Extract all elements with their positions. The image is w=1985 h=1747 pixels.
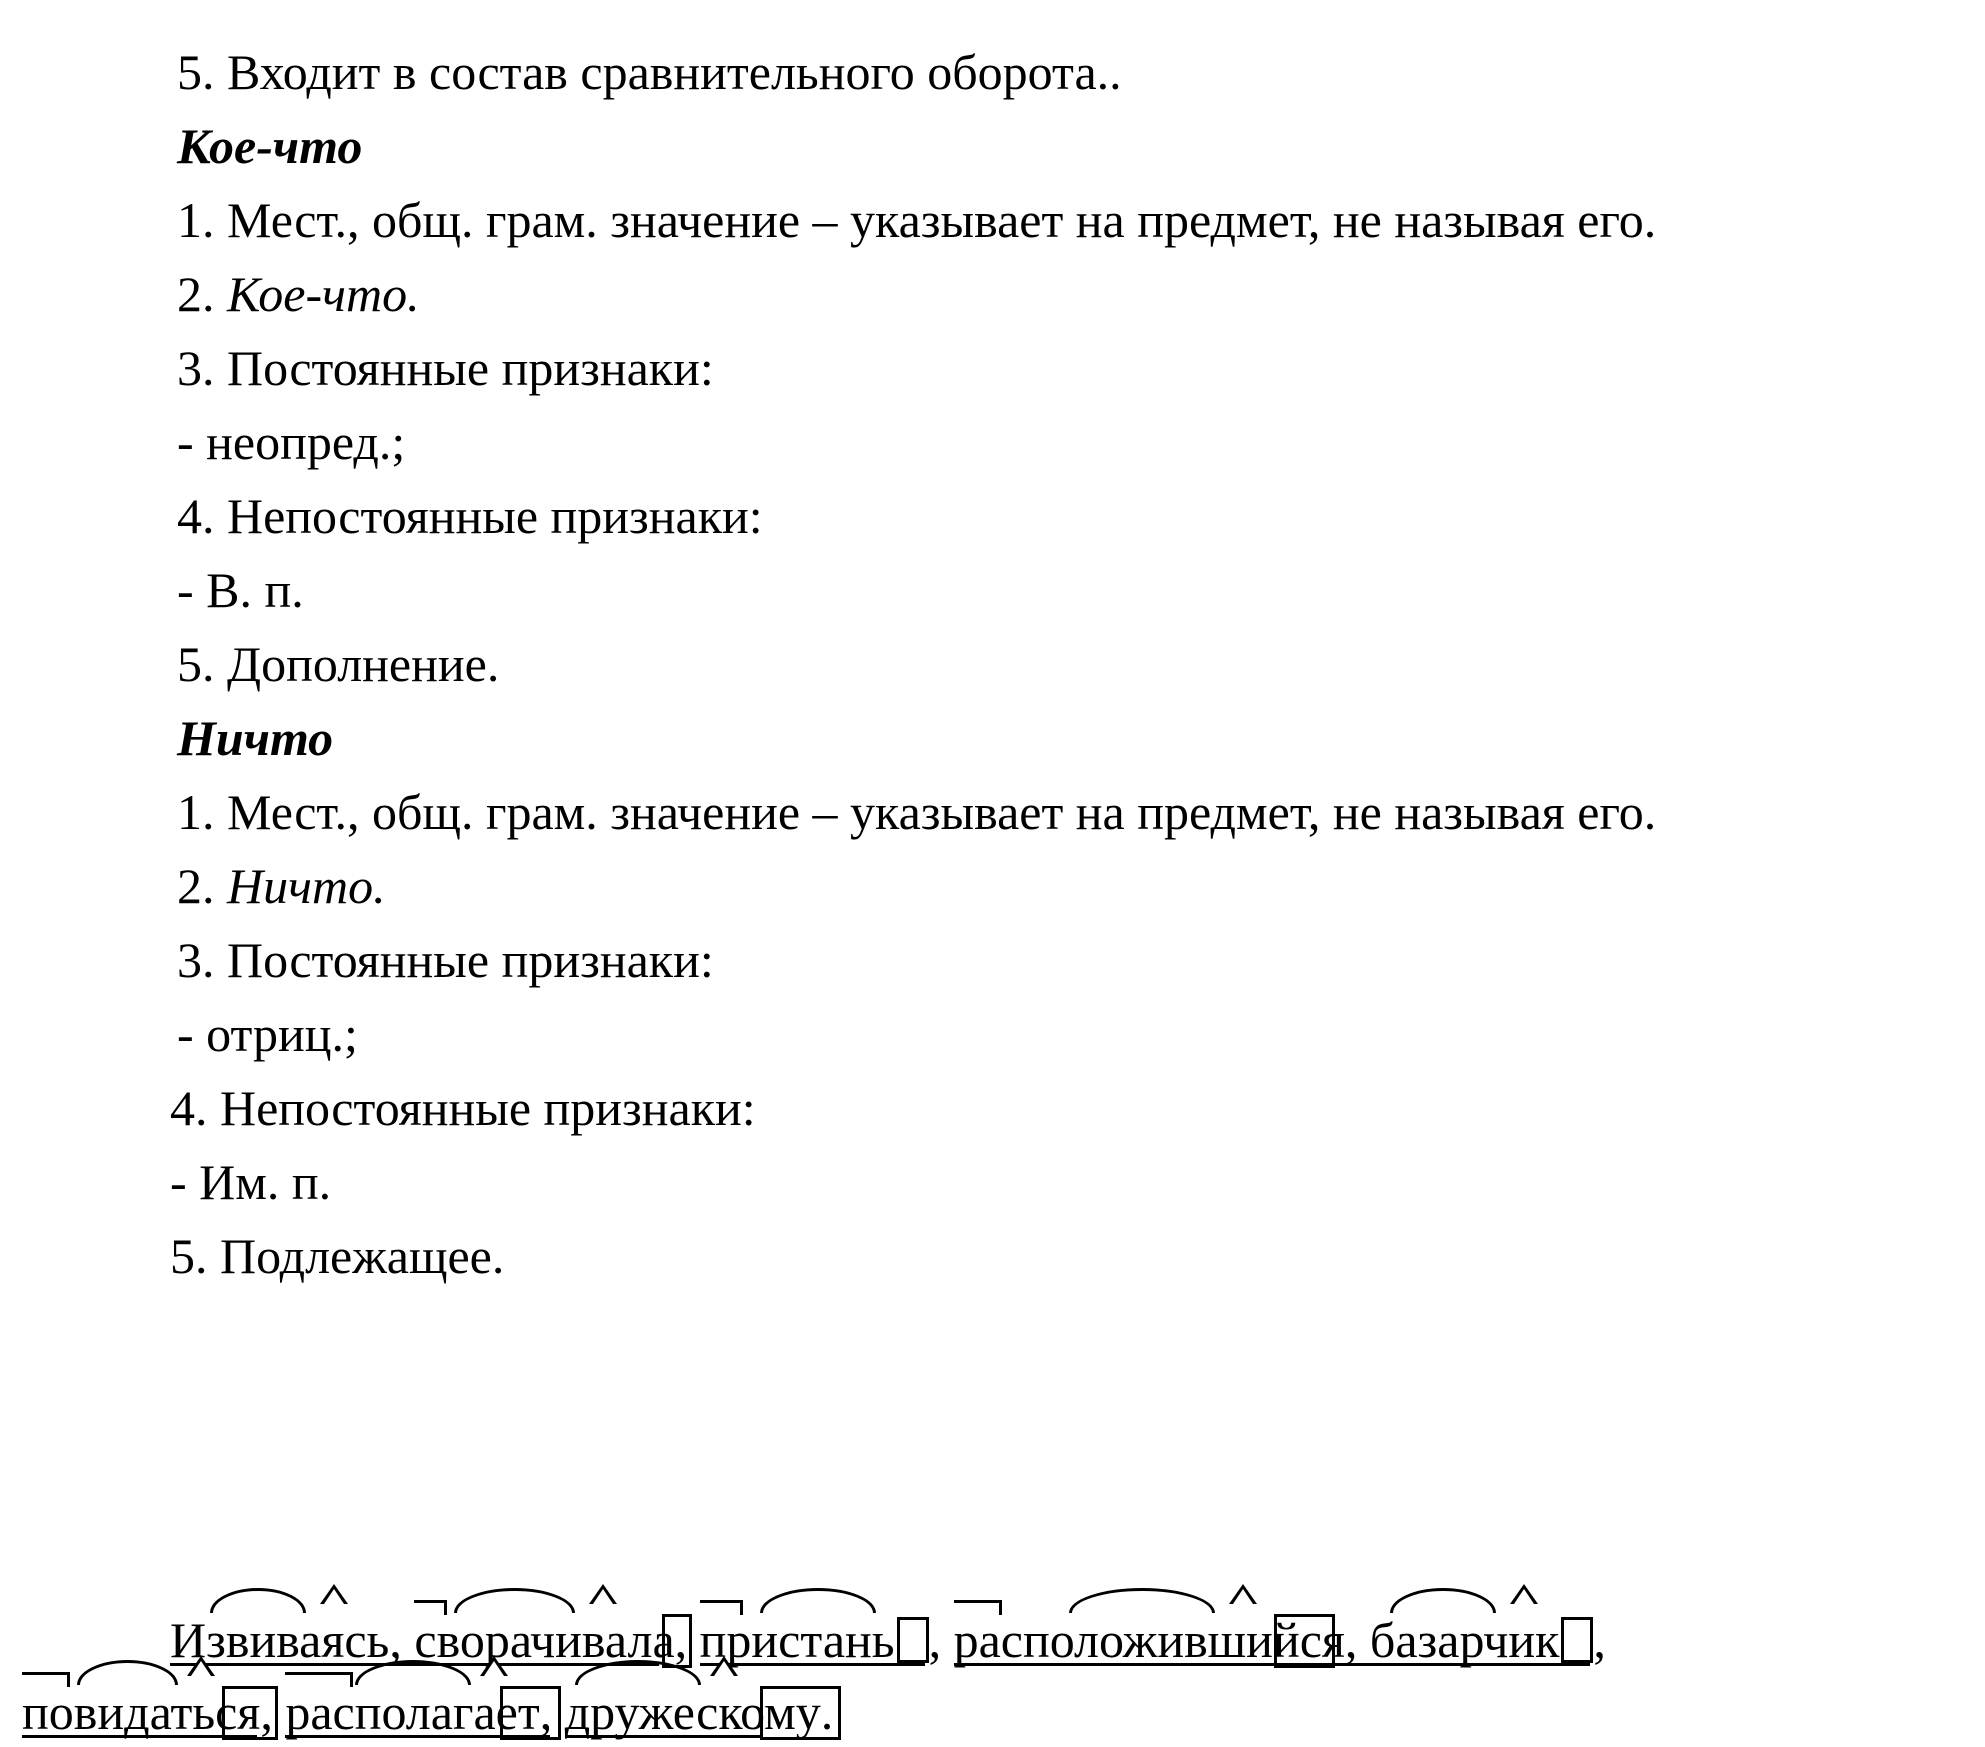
text-line-11: 1. Мест., общ. грам. значение – указывает на предмет, не называя его. [177, 784, 1657, 840]
root-arc-mark [1069, 1588, 1215, 1613]
zero-ending-mark [897, 1617, 929, 1663]
root-arc-mark [210, 1588, 306, 1613]
word-text: базарчик [1369, 1612, 1560, 1668]
ending-mark [500, 1686, 561, 1740]
separator: , [539, 1684, 565, 1740]
text-line-14: - отриц.; [177, 1006, 358, 1062]
text-line-3: 1. Мест., общ. грам. значение – указывает на предмет, не называя его. [177, 192, 1657, 248]
text-line-17: 5. Подлежащее. [170, 1228, 505, 1284]
suffix-mark [710, 1656, 738, 1676]
root-arc-mark [77, 1660, 178, 1685]
word-base-mark [565, 1735, 760, 1738]
section-heading-nichto: Ничто [177, 710, 334, 766]
prefix-mark [954, 1600, 1002, 1615]
word-base-mark [1370, 1663, 1590, 1666]
word-text: расположившийся [953, 1612, 1345, 1668]
line-prefix: 2. [177, 858, 227, 914]
word-text: сворачивала [414, 1612, 675, 1668]
morpheme-word [285, 1682, 539, 1742]
example-word: Кое-что. [227, 266, 420, 322]
suffix-mark [1229, 1584, 1257, 1604]
separator: , [1593, 1612, 1606, 1668]
separator: , [1344, 1612, 1370, 1668]
word-text: дружескому [564, 1684, 821, 1740]
separator: , [260, 1684, 286, 1740]
suffix-mark [589, 1584, 617, 1604]
text-line-9: 5. Дополнение. [177, 636, 500, 692]
suffix-mark [187, 1656, 215, 1676]
text-line-1: 5. Входит в состав сравнительного оборота.. [177, 44, 1122, 100]
line-prefix: 2. [177, 266, 227, 322]
prefix-mark [285, 1672, 353, 1687]
text-line-7: 4. Непостоянные признаки: [177, 488, 763, 544]
separator: , [928, 1612, 954, 1668]
suffix-mark [480, 1656, 508, 1676]
word-text: Извиваясь [170, 1612, 390, 1668]
example-word: Ничто. [227, 858, 386, 914]
text-line-8: - В. п. [177, 562, 304, 618]
zero-ending-mark [1561, 1617, 1593, 1663]
separator: , [674, 1612, 700, 1668]
text-line-6: - неопред.; [177, 414, 406, 470]
text-line-12 [177, 856, 386, 916]
ending-mark [662, 1614, 692, 1668]
morpheme-word [565, 1682, 821, 1742]
ending-mark [222, 1686, 278, 1740]
suffix-mark [320, 1584, 348, 1604]
text-line-15: 4. Непостоянные признаки: [170, 1080, 756, 1136]
morpheme-word [954, 1610, 1345, 1670]
morpheme-analysis-line-1 [170, 1610, 1606, 1670]
word-text: располагает [285, 1684, 540, 1740]
prefix-mark [22, 1672, 70, 1687]
suffix-mark [1510, 1584, 1538, 1604]
prefix-mark [414, 1600, 447, 1615]
word-text: пристань [699, 1612, 895, 1668]
ending-mark [760, 1686, 841, 1740]
word-text: повидаться [22, 1684, 261, 1740]
morpheme-word [22, 1682, 260, 1742]
separator: . [820, 1684, 834, 1740]
text-line-4 [177, 264, 420, 324]
ending-mark [1274, 1614, 1335, 1668]
root-arc-mark [760, 1588, 876, 1613]
prefix-mark [700, 1600, 743, 1615]
morpheme-word [1370, 1610, 1594, 1670]
section-heading-koe-chto: Кое-что [177, 118, 363, 174]
root-arc-mark [454, 1588, 575, 1613]
separator: , [389, 1612, 415, 1668]
root-arc-mark [1390, 1588, 1496, 1613]
text-line-16: - Им. п. [170, 1154, 332, 1210]
morpheme-analysis-line-2 [22, 1682, 833, 1742]
text-line-5: 3. Постоянные признаки: [177, 340, 714, 396]
text-line-13: 3. Постоянные признаки: [177, 932, 714, 988]
